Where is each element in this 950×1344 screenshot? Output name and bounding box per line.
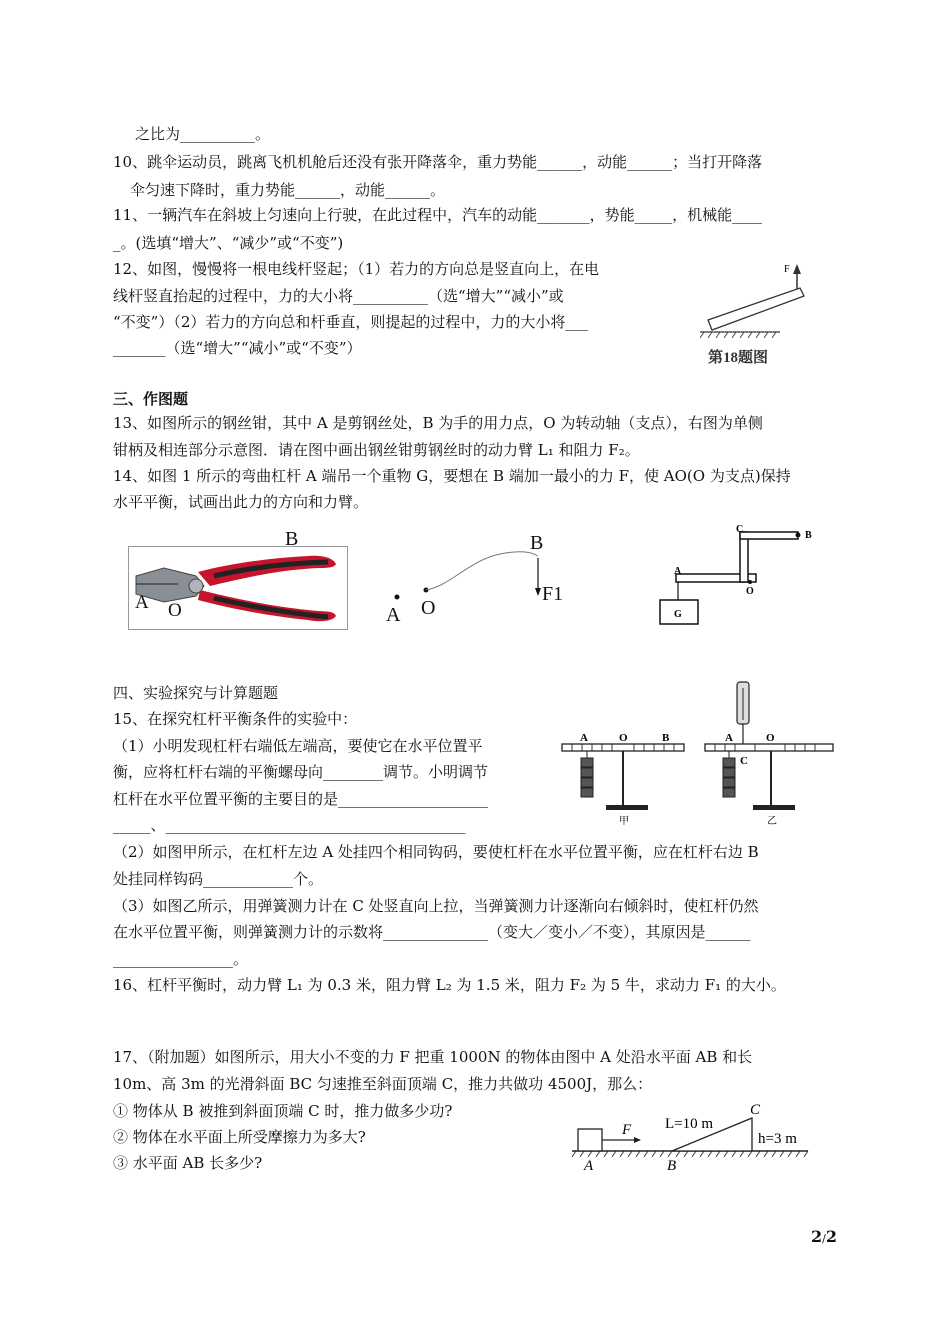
q13-line2: 钳柄及相连部分示意图．请在图中画出钢丝钳剪钢丝时的动力臂 L₁ 和阻力 F₂。 bbox=[113, 441, 640, 459]
q17-sub2: ② 物体在水平面上所受摩擦力为多大? bbox=[113, 1128, 366, 1146]
q11-line2: _。(选填“增大”、“减少”或“不变”) bbox=[113, 234, 344, 252]
q9-tail: 之比为__________。 bbox=[135, 125, 271, 143]
yi-label-a: A bbox=[725, 732, 733, 744]
section-experiment-heading: 四、实验探究与计算题题 bbox=[113, 684, 279, 702]
incline-label-height: h=3 m bbox=[758, 1131, 797, 1147]
incline-label-b: B bbox=[667, 1158, 677, 1174]
q14-line1: 14、如图 1 所示的弯曲杠杆 A 端吊一个重物 G，要想在 B 端加一最小的力 F，使 AO(O 为支点)保持 bbox=[113, 467, 791, 485]
incline-label-length: L=10 m bbox=[665, 1116, 714, 1132]
q17-line2: 10m、高 3m 的光滑斜面 BC 匀速推至斜面顶端 C，推力共做功 4500J，那么： bbox=[113, 1075, 653, 1093]
q17-sub1: ① 物体从 B 被推到斜面顶端 C 时，推力做多少功? bbox=[113, 1102, 453, 1120]
bent-label-o: O bbox=[746, 586, 754, 597]
q16-text: 16、杠杆平衡时，动力臂 L₁ 为 0.3 米，阻力臂 L₂ 为 1.5 米，阻力 F₂ 为 5 牛，求动力 F₁ 的大小。 bbox=[113, 976, 786, 994]
q12-line4: _______（选“增大”“减小”或“不变”） bbox=[113, 339, 362, 357]
pliers-drawing bbox=[128, 546, 346, 628]
yi-caption: 乙 bbox=[767, 816, 777, 827]
q12-line3: “不变”）（2）若力的方向总和杆垂直，则提起的过程中，力的大小将___ bbox=[113, 313, 588, 331]
q15-intro: 15、在探究杠杆平衡条件的实验中： bbox=[113, 710, 358, 728]
pliers-label-o: O bbox=[168, 600, 182, 621]
q15-part2-line1: （2）如图甲所示，在杠杆左边 A 处挂四个相同钩码，要使杠杆在水平位置平衡，应在杠杆右边 B bbox=[113, 843, 759, 861]
incline-label-f: F bbox=[622, 1122, 632, 1138]
page-separator: / bbox=[822, 1232, 826, 1245]
jia-label-b: B bbox=[662, 732, 670, 744]
bent-label-c: C bbox=[736, 524, 744, 535]
lever-experiment-jia bbox=[558, 728, 688, 828]
pliers-label-a: A bbox=[135, 592, 149, 613]
q15-part3-line1: （3）如图乙所示，用弹簧测力计在 C 处竖直向上拉，当弹簧测力计逐渐向右倾斜时，使杠杆仍然 bbox=[113, 897, 759, 915]
q12-line2: 线杆竖直抬起的过程中，力的大小将__________（选“增大”“减小”或 bbox=[113, 287, 564, 305]
q15-part1-line1: （1）小明发现杠杆右端低左端高，要使它在水平位置平 bbox=[113, 737, 483, 755]
q12-line1: 12、如图，慢慢将一根电线杆竖起；（1）若力的方向总是竖直向上，在电 bbox=[113, 260, 600, 278]
bent-label-a: A bbox=[674, 566, 682, 577]
q15-part3-line2: 在水平位置平衡，则弹簧测力计的示数将______________（变大／变小／不变），其原因是______ bbox=[113, 923, 751, 941]
section-drawing-heading: 三、作图题 bbox=[113, 390, 189, 408]
q15-part1-line3: 杠杆在水平位置平衡的主要目的是____________________ bbox=[113, 790, 489, 808]
sketch-label-f1: F1 bbox=[542, 583, 564, 605]
page-total: 2 bbox=[825, 1227, 837, 1246]
jia-caption: 甲 bbox=[619, 816, 629, 827]
pole-figure bbox=[700, 258, 810, 373]
bent-lever-figure bbox=[652, 522, 822, 627]
lever-experiment-yi bbox=[703, 680, 837, 828]
incline-label-a: A bbox=[584, 1158, 594, 1174]
q15-part3-line3: ________________。 bbox=[113, 950, 249, 968]
q15-part1-line4: _____、________________________________________ bbox=[113, 816, 466, 834]
yi-label-o: O bbox=[766, 732, 775, 744]
q10-line1: 10、跳伞运动员，跳离飞机机舱后还没有张开降落伞，重力势能______，动能______；当打开降落 bbox=[113, 153, 763, 171]
sketch-label-o: O bbox=[421, 597, 436, 619]
bent-label-g: G bbox=[674, 609, 682, 620]
page-current: 2 bbox=[811, 1227, 823, 1246]
jia-label-o: O bbox=[619, 732, 628, 744]
incline-label-c: C bbox=[750, 1102, 761, 1118]
pliers-label-b: B bbox=[285, 528, 299, 550]
q17-line1: 17、（附加题）如图所示，用大小不变的力 F 把重 1000N 的物体由图中 A 处沿水平面 AB 和长 bbox=[113, 1048, 753, 1066]
yi-label-c: C bbox=[740, 755, 748, 767]
sketch-label-a: A bbox=[386, 604, 401, 626]
q10-line2: 伞匀速下降时，重力势能______，动能______。 bbox=[130, 181, 446, 199]
q13-line1: 13、如图所示的钢丝钳，其中 A 是剪钢丝处，B 为手的用力点，O 为转动轴（支点），右图为单侧 bbox=[113, 414, 763, 432]
q15-part2-line2: 处挂同样钩码____________个。 bbox=[113, 870, 324, 888]
sketch-label-b: B bbox=[530, 532, 544, 554]
bent-label-b: B bbox=[805, 530, 812, 541]
pole-caption: 第18题图 bbox=[708, 350, 769, 366]
q15-part1-line2: 衡，应将杠杆右端的平衡螺母向________调节。小明调节 bbox=[113, 763, 489, 781]
q11-line1: 11、一辆汽车在斜坡上匀速向上行驶，在此过程中，汽车的动能_______，势能_____，机械能____ bbox=[113, 206, 763, 224]
pole-force-label: F bbox=[784, 264, 790, 275]
jia-label-a: A bbox=[580, 732, 588, 744]
q17-sub3: ③ 水平面 AB 长多少? bbox=[113, 1154, 263, 1172]
page-number bbox=[811, 1227, 837, 1246]
incline-figure bbox=[572, 1096, 812, 1176]
q14-line2: 水平平衡，试画出此力的方向和力臂。 bbox=[113, 493, 369, 511]
